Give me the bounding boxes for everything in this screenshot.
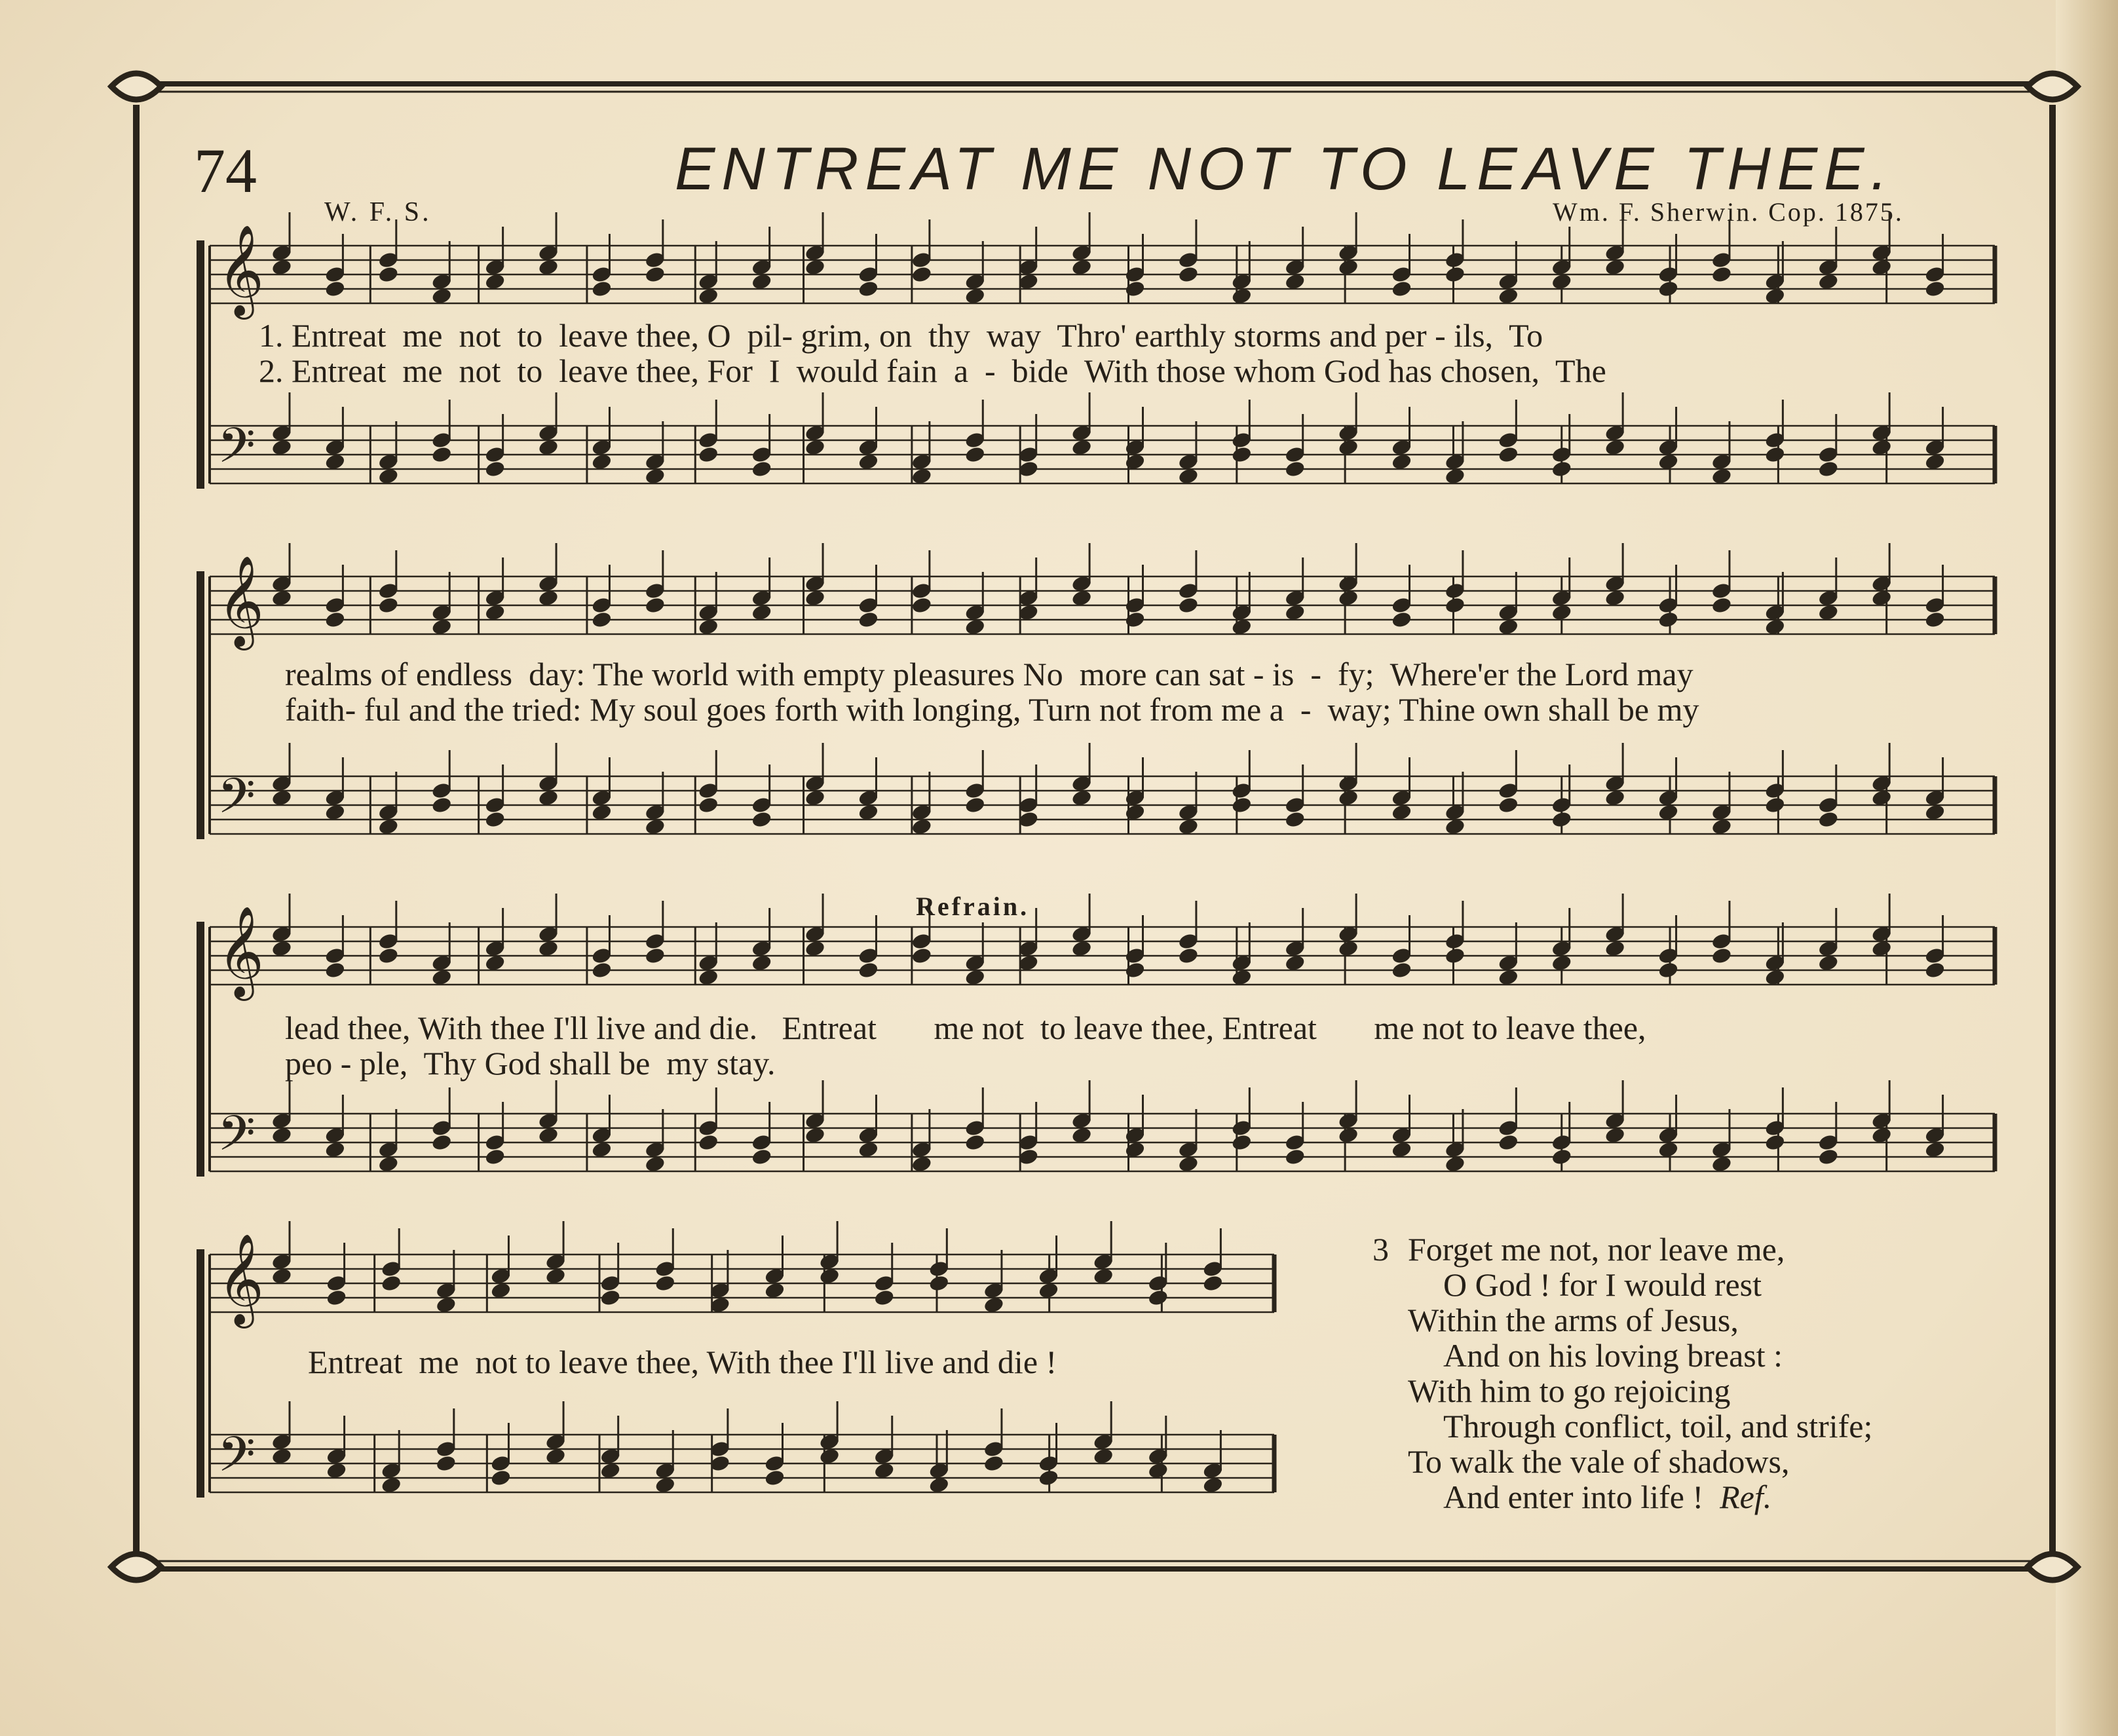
system3-bass-notehead [1817, 1148, 1839, 1166]
system2-brace [197, 571, 204, 839]
verse3-line7: To walk the vale of shadows, [1408, 1443, 1790, 1480]
system3-bass-notehead [484, 1148, 506, 1166]
system2-bass-notehead [1284, 810, 1306, 829]
system3-treble-notehead [1711, 947, 1732, 965]
lyrics-system2-line2: faith- ful and the tried: My soul goes forth with longing, Turn not from me a - way; Thine own shall be my [285, 691, 1699, 728]
words-credit: W. F. S. [324, 197, 432, 227]
system4-bass-clef-icon: 𝄢 [217, 1426, 255, 1495]
system1-bass-clef-icon: 𝄢 [217, 417, 255, 486]
system1-bass-notehead [431, 445, 453, 464]
system2-treble-notehead [324, 611, 346, 629]
system3-treble-notehead [324, 961, 346, 979]
system3-treble-notehead [858, 961, 879, 979]
system3-bass-notehead [1284, 1148, 1306, 1166]
system2-treble-notehead [591, 611, 613, 629]
system4-bass-notehead [435, 1454, 457, 1473]
system3-treble-notehead [1177, 947, 1199, 965]
system1-treble-notehead [1444, 265, 1466, 284]
verse3-line8: And enter into life ! Ref. [1443, 1479, 1772, 1515]
system4-treble-notehead [928, 1274, 950, 1293]
system4-treble-notehead [326, 1289, 347, 1307]
refrain-ref: Ref. [1720, 1479, 1772, 1515]
verse3-line1: 3 Forget me not, nor leave me, [1372, 1231, 1785, 1268]
system4-treble-clef-icon: 𝄞 [217, 1234, 264, 1325]
system3-treble-notehead [1444, 947, 1466, 965]
system1-bass-notehead [1284, 460, 1306, 478]
system3-treble-notehead [644, 947, 666, 965]
system1-treble-notehead [858, 280, 879, 298]
system3-bass-notehead [1231, 1133, 1253, 1152]
system1-treble-notehead [911, 265, 932, 284]
system1-treble-notehead [1657, 280, 1679, 298]
system1-bass-notehead [484, 460, 506, 478]
system1-bass-notehead [1764, 445, 1786, 464]
system2-treble-clef-icon: 𝄞 [217, 556, 264, 647]
verse3-line5: With him to go rejoicing [1408, 1372, 1731, 1409]
system1-brace [197, 240, 204, 489]
system2-treble-notehead [911, 596, 932, 614]
system1-treble-notehead [644, 265, 666, 284]
refrain-label: Refrain. [916, 892, 1030, 921]
system1-treble-notehead [591, 280, 613, 298]
lyrics-system3-line1: lead thee, With thee I'll live and die. Entreat me not to leave thee, Entreat me not to leave thee, [285, 1010, 1646, 1046]
system2-bass-clef-icon: 𝄢 [217, 768, 255, 837]
system4-bass-notehead [490, 1469, 512, 1487]
system2-bass-notehead [1817, 810, 1839, 829]
system2-bass-notehead [964, 796, 986, 814]
system2-treble-notehead [1124, 611, 1146, 629]
system4-brace [197, 1249, 204, 1498]
system1-treble-clef-icon: 𝄞 [217, 225, 264, 316]
verse3-number: 3 [1372, 1231, 1389, 1268]
system1-bass-notehead [751, 460, 772, 478]
system2-treble-notehead [858, 611, 879, 629]
system4-treble-notehead [599, 1289, 621, 1307]
lyrics-system4-line1: Entreat me not to leave thee, With thee I'll live and die ! [308, 1344, 1057, 1380]
system4-bass-notehead [764, 1469, 785, 1487]
system2-treble-notehead [1444, 596, 1466, 614]
system3-treble-notehead [591, 961, 613, 979]
system1-bass-notehead [1817, 460, 1839, 478]
verse3-line6: Through conflict, toil, and strife; [1443, 1408, 1873, 1444]
system1-treble-notehead [1924, 280, 1946, 298]
lyrics-system3-line2: peo - ple, Thy God shall be my stay. [285, 1045, 776, 1082]
system1-treble-notehead [1124, 280, 1146, 298]
system2-bass-notehead [1231, 796, 1253, 814]
system1-bass-notehead [1231, 445, 1253, 464]
system3-treble-notehead [911, 947, 932, 965]
system1-treble-notehead [377, 265, 399, 284]
system1-treble-notehead [1177, 265, 1199, 284]
system3-bass-notehead [431, 1133, 453, 1152]
verse3-line4: And on his loving breast : [1443, 1337, 1783, 1374]
verse3-line3: Within the arms of Jesus, [1408, 1302, 1739, 1338]
system2-treble-notehead [1924, 611, 1946, 629]
system4-bass-notehead [1038, 1469, 1059, 1487]
hymn-title: ENTREAT ME NOT TO LEAVE THEE. [675, 136, 1895, 202]
system1-treble-notehead [324, 280, 346, 298]
system4-treble-notehead [381, 1274, 402, 1293]
system4-treble-notehead [1202, 1274, 1224, 1293]
system2-bass-notehead [484, 810, 506, 829]
system1-treble-notehead [1391, 280, 1412, 298]
system2-bass-notehead [1764, 796, 1786, 814]
system3-brace [197, 922, 204, 1177]
system2-treble-notehead [644, 596, 666, 614]
system2-bass-notehead [431, 796, 453, 814]
system3-treble-notehead [377, 947, 399, 965]
system4-treble-notehead [1147, 1289, 1169, 1307]
system4-treble-notehead [654, 1274, 676, 1293]
system2-bass-notehead [1551, 810, 1572, 829]
system2-bass-notehead [698, 796, 719, 814]
system2-treble-notehead [377, 596, 399, 614]
system3-bass-notehead [1498, 1133, 1519, 1152]
system2-treble-notehead [1177, 596, 1199, 614]
lyrics-system2-line1: realms of endless day: The world with empty pleasures No more can sat - is - fy; Where'er the Lord may [285, 656, 1693, 692]
system3-treble-notehead [1657, 961, 1679, 979]
system3-bass-notehead [751, 1148, 772, 1166]
system1-bass-notehead [964, 445, 986, 464]
page-number: 74 [194, 136, 257, 206]
system1-treble-notehead [1711, 265, 1732, 284]
system3-bass-notehead [1764, 1133, 1786, 1152]
music-credit: Wm. F. Sherwin. Cop. 1875. [1553, 197, 1904, 227]
system3-bass-notehead [1551, 1148, 1572, 1166]
lyrics-system1-line2: 2. Entreat me not to leave thee, For I would fain a - bide With those whom God has chosen, The [259, 352, 1606, 389]
lyrics-system1-line1: 1. Entreat me not to leave thee, O pil- grim, on thy way Thro' earthly storms and per - ils, To [259, 317, 1543, 354]
system3-bass-clef-icon: 𝄢 [217, 1105, 255, 1174]
verse3-line2: O God ! for I would rest [1443, 1266, 1762, 1303]
system3-bass-notehead [698, 1133, 719, 1152]
system4-bass-notehead [983, 1454, 1004, 1473]
system3-bass-notehead [964, 1133, 986, 1152]
system2-bass-notehead [1498, 796, 1519, 814]
system2-treble-notehead [1391, 611, 1412, 629]
system3-treble-notehead [1391, 961, 1412, 979]
system3-treble-notehead [1924, 961, 1946, 979]
verse-3 [1372, 1232, 1872, 1515]
system4-treble-notehead [873, 1289, 895, 1307]
system1-bass-notehead [1498, 445, 1519, 464]
system3-treble-notehead [1124, 961, 1146, 979]
system1-bass-notehead [698, 445, 719, 464]
system2-bass-notehead [751, 810, 772, 829]
system1-bass-notehead [1551, 460, 1572, 478]
system2-treble-notehead [1711, 596, 1732, 614]
system3-treble-clef-icon: 𝄞 [217, 906, 264, 997]
system2-treble-notehead [1657, 611, 1679, 629]
